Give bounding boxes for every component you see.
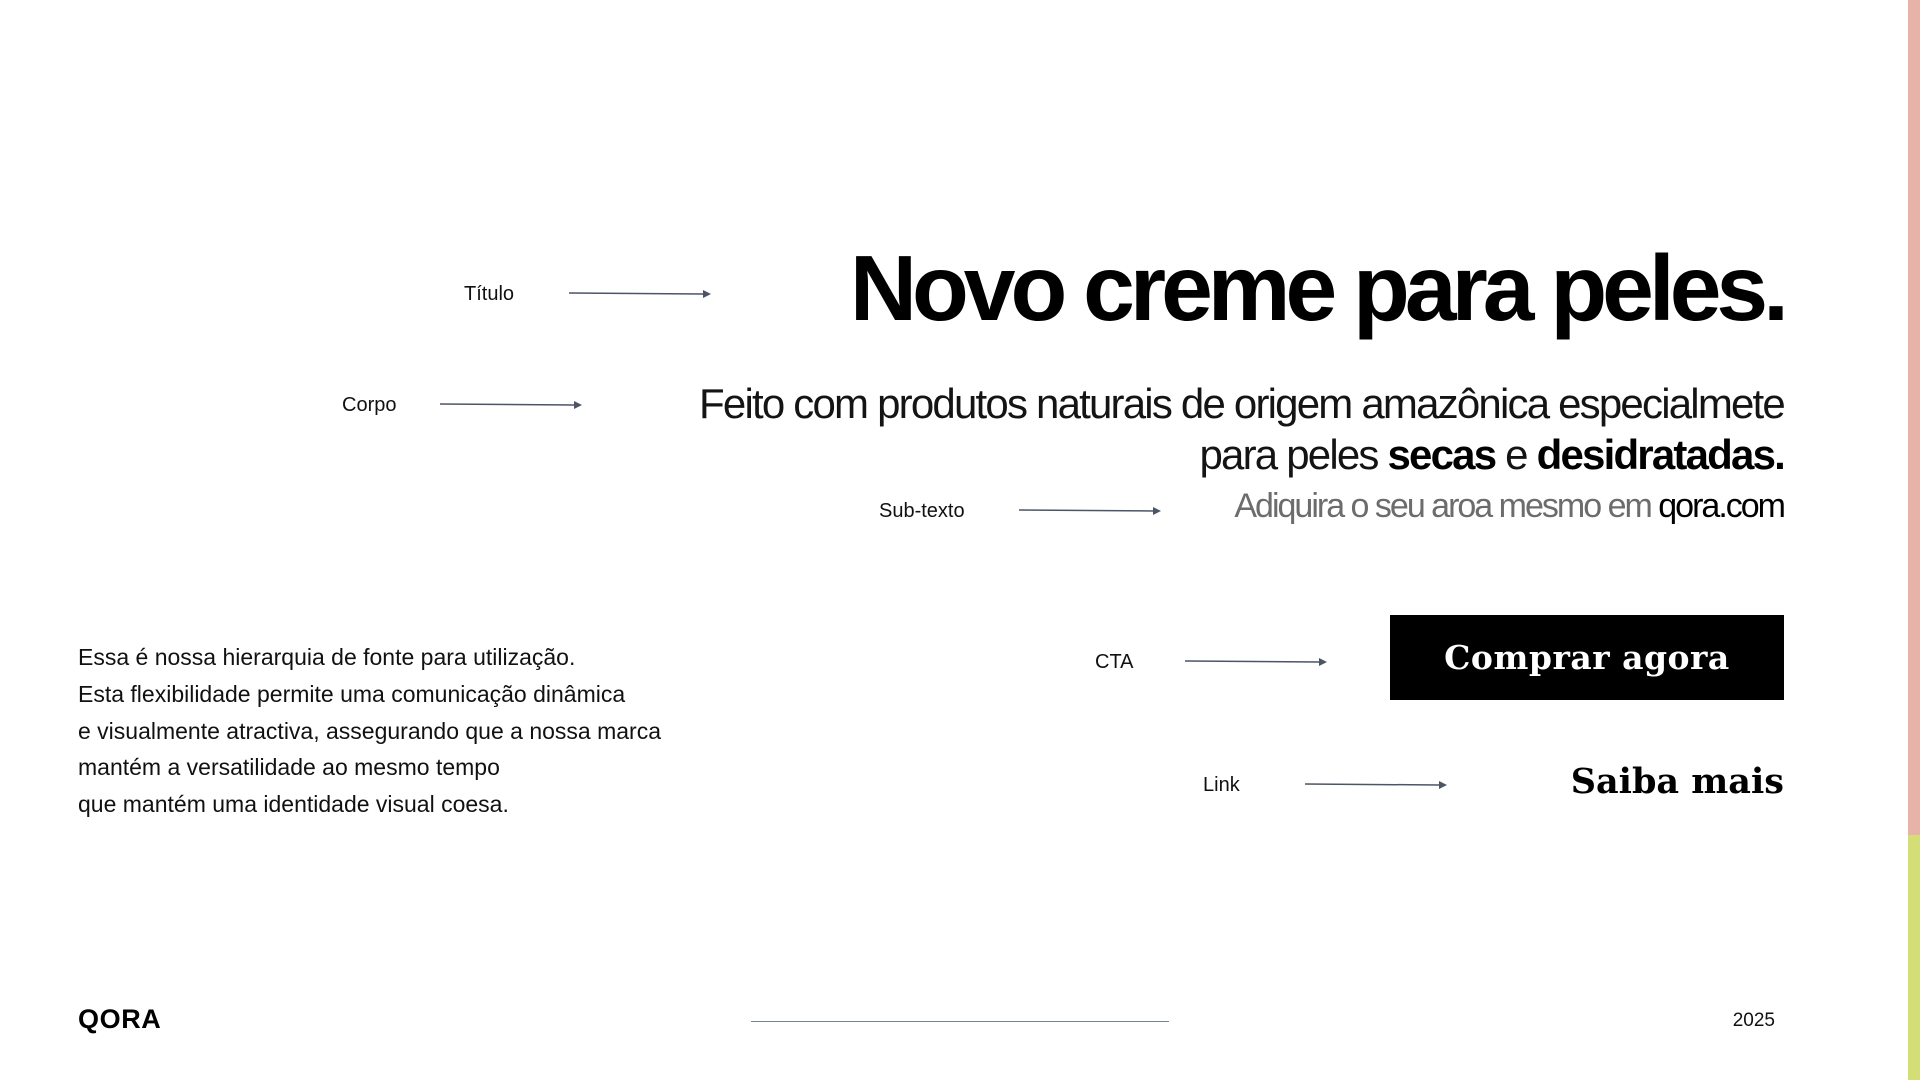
hero-subtext-prefix: Adiquira o seu aroa mesmo em xyxy=(1234,487,1651,525)
accent-stripe-lime xyxy=(1908,835,1920,1080)
annotation-link-label: Link xyxy=(1203,774,1240,796)
learn-more-link[interactable]: Saiba mais xyxy=(1570,761,1784,802)
footer-divider xyxy=(751,1021,1169,1022)
footer-year: 2025 xyxy=(1732,1010,1775,1031)
annotation-cta-label: CTA xyxy=(1095,651,1134,673)
buy-now-button[interactable]: Comprar agora xyxy=(1390,615,1784,700)
annotation-subtext-label: Sub-texto xyxy=(879,500,965,522)
typography-description xyxy=(78,639,661,823)
description-line: que mantém uma identidade visual coesa. xyxy=(78,791,509,818)
arrow-right-icon xyxy=(1185,656,1328,668)
annotation-body-label: Corpo xyxy=(342,394,397,416)
hero-subtext-domain: qora.com xyxy=(1658,487,1784,525)
description-line: mantém a versatilidade ao mesmo tempo xyxy=(78,754,500,781)
arrow-right-icon xyxy=(440,399,583,411)
hero-body-line-2-start: para peles xyxy=(1199,431,1378,478)
arrow-right-icon xyxy=(1305,779,1448,791)
brand-logo: QORA xyxy=(78,1004,162,1034)
hero-body-emphasis-dry: secas xyxy=(1387,431,1496,478)
description-line: Essa é nossa hierarquia de fonte para utilização. xyxy=(78,644,576,670)
hero-body-connector: e xyxy=(1505,431,1527,478)
hero-body-line-1: Feito com produtos naturais de origem amazônica especialmete xyxy=(699,380,1784,427)
description-line: e visualmente atractiva, assegurando que a nossa marca xyxy=(78,717,661,744)
annotation-title-label: Título xyxy=(464,283,515,305)
hero-subtext xyxy=(884,486,1784,526)
hero-body-emphasis-dehydrated: desidratadas. xyxy=(1536,431,1784,478)
description-line: Esta flexibilidade permite uma comunicação dinâmica xyxy=(78,680,626,707)
hero-title: Novo creme para peles. xyxy=(849,236,1784,340)
hero-body xyxy=(584,378,1784,480)
arrow-right-icon xyxy=(569,288,712,300)
